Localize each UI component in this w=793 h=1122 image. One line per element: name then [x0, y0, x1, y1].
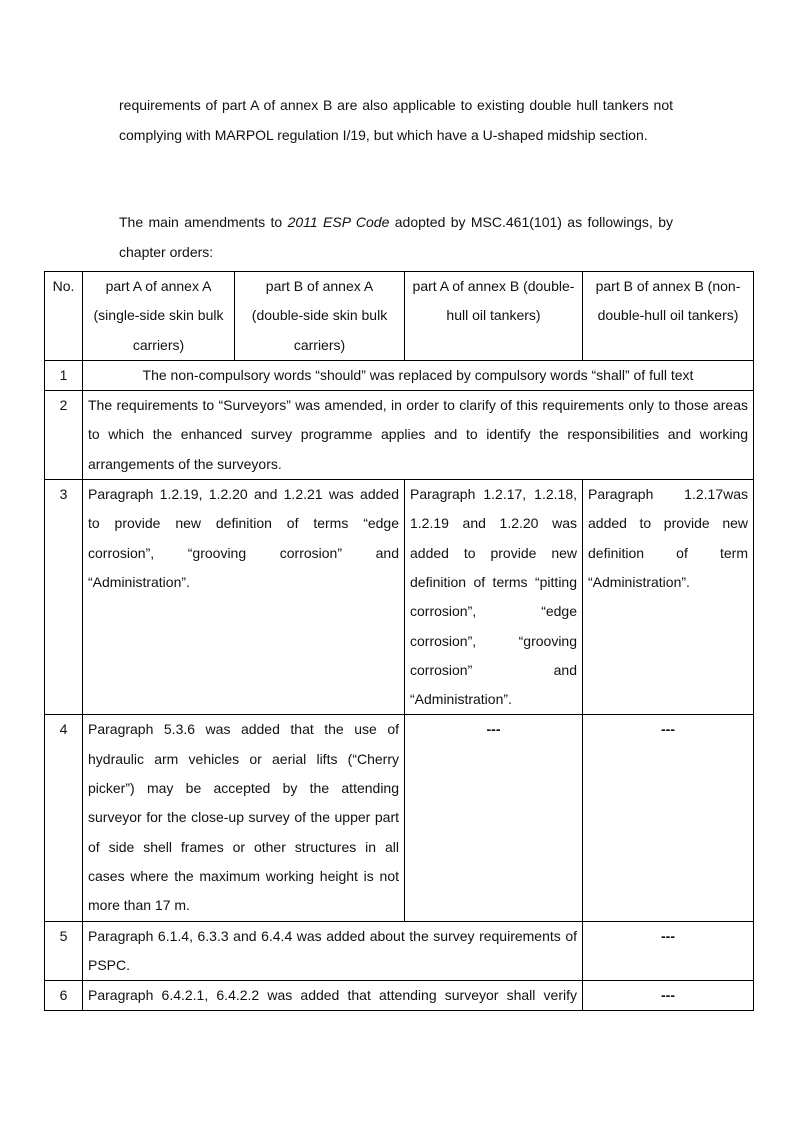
table-header-row — [45, 272, 754, 361]
intro-paragraph-2-pre: The main amendments to — [119, 214, 288, 230]
table-row — [45, 360, 754, 390]
amendments-table — [44, 271, 754, 1011]
row-number: 2 — [45, 391, 83, 480]
header-part-b-annex-a: part B of annex A (double-side skin bulk carriers) — [235, 272, 405, 361]
intro-paragraph-2-post: adopted by MSC.461(101) as followings, by chapter orders: — [119, 214, 673, 260]
row-part-b-annex-b-text: Paragraph 1.2.17was added to provide new definition of term “Administration”. — [583, 480, 754, 715]
header-no: No. — [45, 272, 83, 361]
row-main-text: Paragraph 6.4.2.1, 6.4.2.2 was added that attending surveyor shall verify — [83, 981, 583, 1011]
row-text: The non-compulsory words “should” was replaced by compulsory words “shall” of full text — [83, 360, 754, 390]
intro-paragraph-2 — [119, 208, 673, 267]
row-main-text: Paragraph 6.1.4, 6.3.3 and 6.4.4 was added about the survey requirements of PSPC. — [83, 921, 583, 981]
code-title: 2011 ESP Code — [287, 214, 390, 230]
header-part-a-annex-b: part A of annex B (double-hull oil tankers) — [405, 272, 583, 361]
row-annex-a-text: Paragraph 5.3.6 was added that the use of hydraulic arm vehicles or aerial lifts (“Cherry picker”) may be accepted by the attending surveyor for the close-up survey of the upper part of side shell frames or other structures in all cases where the maximum working height is not more than 17 m. — [83, 715, 405, 921]
row-number: 5 — [45, 921, 83, 981]
table-row — [45, 921, 754, 981]
header-part-b-annex-b: part B of annex B (non-double-hull oil tankers) — [583, 272, 754, 361]
row-part-b-annex-b-text: --- — [583, 981, 754, 1011]
row-number: 1 — [45, 360, 83, 390]
row-number: 3 — [45, 480, 83, 715]
row-part-b-annex-b-text: --- — [583, 715, 754, 921]
table-row — [45, 715, 754, 921]
row-part-a-annex-b-text: Paragraph 1.2.17, 1.2.18, 1.2.19 and 1.2.20 was added to provide new definition of terms “pitting corrosion”, “edge corrosion”, “grooving corrosion” and “Administration”. — [405, 480, 583, 715]
row-part-a-annex-b-text: --- — [405, 715, 583, 921]
table-row — [45, 480, 754, 715]
intro-paragraph-1-text: requirements of part A of annex B are also applicable to existing double hull tankers not complying with MARPOL regulation I/19, but which have a U-shaped midship section. — [119, 97, 673, 143]
table-row — [45, 981, 754, 1011]
row-part-b-annex-b-text: --- — [583, 921, 754, 981]
intro-paragraph-1 — [119, 91, 673, 150]
row-number: 4 — [45, 715, 83, 921]
header-part-a-annex-a: part A of annex A (single-side skin bulk carriers) — [83, 272, 235, 361]
row-number: 6 — [45, 981, 83, 1011]
table-row — [45, 391, 754, 480]
row-text: The requirements to “Surveyors” was amended, in order to clarify of this requirements only to those areas to which the enhanced survey programme applies and to identify the responsibilities and working arrangements of the surveyors. — [83, 391, 754, 480]
row-annex-a-text: Paragraph 1.2.19, 1.2.20 and 1.2.21 was added to provide new definition of terms “edge corrosion”, “grooving corrosion” and “Administration”. — [83, 480, 405, 715]
